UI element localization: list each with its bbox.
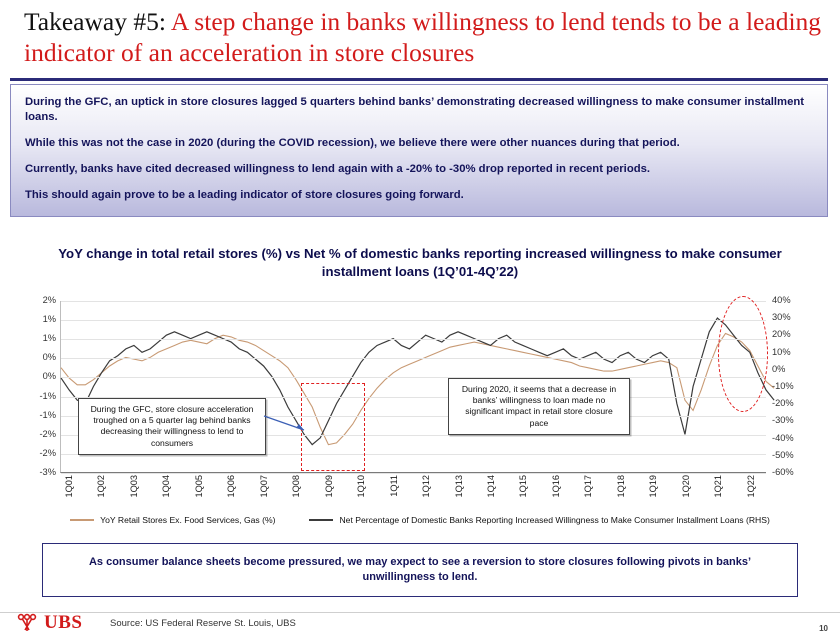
gridline: [61, 358, 766, 359]
title-divider: [10, 78, 828, 81]
x-axis-tick-label: 1Q17: [583, 475, 594, 498]
x-axis-tick-label: 1Q05: [193, 475, 204, 498]
page-number: 10: [819, 624, 828, 633]
chart-title: YoY change in total retail stores (%) vs Net % of domestic banks reporting increased willingness to make consumer installment loans (1Q’01-4Q’22): [58, 246, 782, 279]
y-axis-right-tick: -20%: [772, 398, 794, 409]
legend-item-banks-willingness: [309, 515, 769, 525]
annotation-arrow: [262, 412, 310, 434]
y-axis-left-tick: 2%: [42, 295, 56, 305]
y-axis-right-tick: -60%: [772, 467, 794, 477]
x-axis-tick-label: 1Q02: [96, 475, 107, 498]
gridline: [61, 377, 766, 378]
summary-bullet-3: Currently, banks have cited decreased willingness to lend again with a -20% to -30% drop reported in recent periods.: [25, 162, 651, 175]
x-axis-tick-label: 1Q13: [453, 475, 464, 498]
keys-icon: [16, 613, 38, 633]
x-axis-tick-label: 1Q21: [713, 475, 724, 498]
y-axis-right-tick: -30%: [772, 415, 794, 426]
y-axis-right-tick: -10%: [772, 381, 794, 391]
x-axis-tick-label: 1Q19: [648, 475, 659, 498]
summary-bullet-4: This should again prove to be a leading indicator of store closures going forward.: [25, 188, 464, 201]
gfc-dashed-box: [301, 383, 365, 471]
annotation-covid: During 2020, it seems that a decrease in banks’ willingness to loan made no significant impact in retail store closure pace: [448, 378, 630, 435]
x-axis-tick-label: 1Q04: [161, 475, 172, 498]
y-axis-left-tick: -1%: [39, 409, 56, 420]
x-axis-tick-label: 1Q08: [291, 475, 302, 498]
gridline: [61, 473, 766, 474]
x-axis-tick-label: 1Q16: [550, 475, 561, 498]
legend-label-banks: Net Percentage of Domestic Banks Reporting Increased Willingness to Make Consumer Installment Loans (RHS): [339, 515, 770, 525]
chart-legend: [14, 515, 826, 525]
x-axis-tick-label: 1Q09: [323, 475, 334, 498]
source-note: Source: US Federal Reserve St. Louis, UBS: [110, 618, 296, 629]
x-axis-tick-label: 1Q18: [615, 475, 626, 498]
x-axis-labels: [60, 475, 766, 509]
x-axis-tick-label: 1Q03: [128, 475, 139, 498]
y-axis-left-tick: 1%: [42, 314, 56, 325]
y-axis-right-tick: 0%: [772, 363, 786, 374]
gridline: [61, 301, 766, 302]
conclusion-box: [42, 543, 798, 597]
y-axis-left-tick: -3%: [39, 467, 56, 477]
x-axis-tick-label: 1Q22: [745, 475, 756, 498]
legend-item-retail-stores: [70, 515, 275, 525]
ubs-logo: [16, 612, 82, 634]
legend-swatch-retail: [70, 519, 94, 521]
gridline: [61, 339, 766, 340]
page-title: [24, 6, 824, 68]
summary-bullet-1: During the GFC, an uptick in store closures lagged 5 quarters behind banks’ demonstrating decreased willingness to make consumer installment loans.: [25, 96, 805, 123]
x-axis-tick-label: 1Q14: [485, 475, 496, 498]
ubs-wordmark: UBS: [44, 612, 83, 633]
summary-callout: [10, 84, 828, 217]
y-axis-right-tick: 10%: [772, 346, 791, 357]
x-axis-tick-label: 1Q20: [680, 475, 691, 498]
y-axis-left-tick: -1%: [39, 390, 56, 401]
y-axis-right-tick: -50%: [772, 449, 794, 460]
y-axis-right-tick: -40%: [772, 432, 794, 443]
legend-label-retail: YoY Retail Stores Ex. Food Services, Gas (%): [100, 515, 276, 525]
x-axis-tick-label: 1Q15: [518, 475, 529, 498]
x-axis-tick-label: 1Q12: [421, 475, 432, 498]
title-headline: A step change in banks willingness to lend tends to be a leading indicator of an acceleration in store closures: [24, 7, 822, 68]
legend-swatch-banks: [309, 519, 333, 521]
x-axis-tick-label: 1Q11: [388, 475, 399, 497]
title-label: Takeaway #5:: [24, 7, 166, 36]
y-axis-left-tick: 0%: [42, 352, 56, 363]
conclusion-text: As consumer balance sheets become pressured, we may expect to see a reversion to store closures following pivots in banks’ unwillingness to lend.: [88, 555, 752, 583]
annotation-gfc: During the GFC, store closure acceleration troughed on a 5 quarter lag behind banks decreasing their willingness to lend to consumers: [78, 398, 266, 455]
y-axis-left-tick: 0%: [42, 371, 56, 382]
summary-bullet-2: While this was not the case in 2020 (during the COVID recession), we believe there were other nuances during that period.: [25, 136, 680, 149]
x-axis-tick-label: 1Q06: [226, 475, 237, 498]
x-axis-tick-label: 1Q07: [258, 475, 269, 498]
x-axis-tick-label: 1Q01: [64, 475, 74, 498]
y-axis-left-tick: -2%: [39, 447, 56, 458]
y-axis-right-tick: 30%: [772, 312, 791, 323]
gridline: [61, 320, 766, 321]
recent-dashed-ellipse: [718, 296, 768, 412]
y-axis-left-tick: 1%: [42, 333, 56, 344]
x-axis-tick-label: 1Q10: [356, 475, 367, 498]
y-axis-right-tick: 40%: [772, 295, 791, 305]
y-axis-right-tick: 20%: [772, 329, 791, 340]
footer-divider: [0, 612, 840, 613]
y-axis-left-tick: -2%: [39, 428, 56, 439]
